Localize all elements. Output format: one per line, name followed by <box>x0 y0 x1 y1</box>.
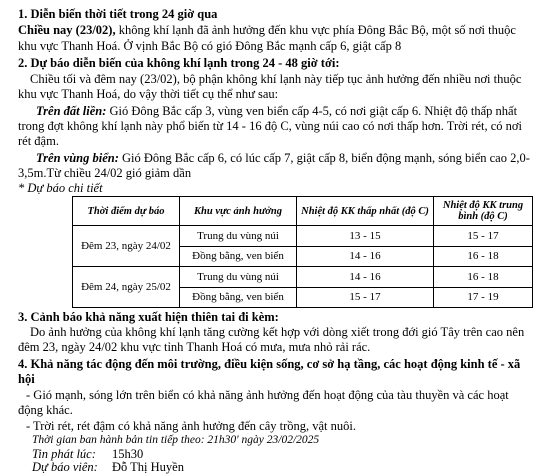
section-4-heading-line-2: hội <box>18 372 35 386</box>
section-2-line-1: Chiều tối và đêm nay (23/02), bộ phận không khí lạnh này tiếp tục ảnh hưởng đến nhiều nơi thuộc <box>30 72 522 86</box>
sea-forecast-line-1 <box>36 151 530 166</box>
header-avg-temp: Nhiệt độ KK trung bình (độ C) <box>434 197 533 226</box>
forecaster-name: Đỗ Thị Huyền <box>112 460 184 474</box>
sea-forecast-line-2: 3,5m.Từ chiều 24/02 gió giảm dần <box>18 166 192 180</box>
issue-time-label: Tin phát lúc: <box>32 447 96 461</box>
land-text: Gió Đông Bắc cấp 3, vùng ven biển cấp 4-5, có nơi giật cấp 6. Nhiệt độ thấp nhất <box>106 104 518 118</box>
section-1-heading: 1. Diễn biến thời tiết trong 24 giờ qua <box>18 7 218 21</box>
section-1-line-2: khu vực Thanh Hoá. Ở vịnh Bắc Bộ có gió Đông Bắc mạnh cấp 6, giật cấp 8 <box>18 39 402 53</box>
avg-temp-cell: 16 - 18 <box>434 246 533 267</box>
area-cell: Trung du vùng núi <box>180 226 297 247</box>
impact-line-2: động khác. <box>18 403 73 417</box>
avg-temp-cell: 16 - 18 <box>434 267 533 288</box>
impact-line-1: - Gió mạnh, sóng lớn trên biển có khả năng ảnh hưởng đến hoạt động của tàu thuyền và các hoạt <box>26 388 509 402</box>
section-1-text: không khí lạnh đã ảnh hưởng đến khu vực phía Đông Bắc Bộ, một số nơi thuộc <box>115 23 516 37</box>
forecaster-row <box>32 460 184 475</box>
land-forecast-line-3: rét đậm. <box>18 134 59 148</box>
table-row <box>73 267 533 288</box>
header-time: Thời điểm dự báo <box>73 197 180 226</box>
section-3-line-2: đêm 23, ngày 24/02 khu vực tỉnh Thanh Hoá có mưa, mưa nhỏ rải rác. <box>18 340 371 354</box>
table-header-row <box>73 197 533 226</box>
section-3-heading: 3. Cảnh báo khả năng xuất hiện thiên tai đi kèm: <box>18 310 279 324</box>
impact-line-3: - Trời rét, rét đậm có khả năng ảnh hưởng đến cây trồng, vật nuôi. <box>26 419 356 433</box>
section-4-heading-line-1: 4. Khả năng tác động đến môi trường, điều kiện sống, cơ sở hạ tầng, các hoạt động kinh tế - xã <box>18 357 521 371</box>
header-area: Khu vực ảnh hưởng <box>180 197 297 226</box>
section-3-line-1: Do ảnh hưởng của không khí lạnh tăng cường kết hợp với dòng xiết trong đới gió Tây trên cao nên <box>30 325 525 339</box>
sea-text: Gió Đông Bắc cấp 6, có lúc cấp 7, giật cấp 8, biển động mạnh, sóng biển cao 2,0- <box>118 151 530 165</box>
min-temp-cell: 14 - 16 <box>297 267 434 288</box>
area-cell: Đồng bằng, ven biển <box>180 287 297 308</box>
period-time: Đêm 24, ngày 25/02 <box>73 267 180 308</box>
sea-label: Trên vùng biển: <box>36 151 119 165</box>
land-label: Trên đất liền: <box>36 104 107 118</box>
land-forecast-line-1 <box>36 104 517 119</box>
min-temp-cell: 15 - 17 <box>297 287 434 308</box>
min-temp-cell: 13 - 15 <box>297 226 434 247</box>
forecast-table <box>72 196 533 308</box>
area-cell: Đồng bằng, ven biển <box>180 246 297 267</box>
table-row <box>73 226 533 247</box>
header-min-temp: Nhiệt độ KK thấp nhất (độ C) <box>297 197 434 226</box>
avg-temp-cell: 15 - 17 <box>434 226 533 247</box>
section-1-time: Chiều nay (23/02), <box>18 23 116 37</box>
section-2-line-2: khu vực Thanh Hoá, do vậy thời tiết cụ thể như sau: <box>18 87 279 101</box>
section-2-heading: 2. Dự báo diễn biến của không khí lạnh trong 24 - 48 giờ tới: <box>18 56 340 70</box>
section-1-line-1 <box>18 23 516 38</box>
area-cell: Trung du vùng núi <box>180 267 297 288</box>
min-temp-cell: 14 - 16 <box>297 246 434 267</box>
issue-time-value: 15h30 <box>112 447 144 461</box>
next-issue-time: Thời gian ban hành bản tin tiếp theo: 21h30' ngày 23/02/2025 <box>32 434 320 446</box>
period-time: Đêm 23, ngày 24/02 <box>73 226 180 267</box>
avg-temp-cell: 17 - 19 <box>434 287 533 308</box>
land-forecast-line-2: trong đợt không khí lạnh này phổ biến từ 14 - 16 độ C, vùng núi cao có nơi thấp hơn. Trời rét, có nơi <box>18 119 523 133</box>
forecaster-label: Dự báo viên: <box>32 460 98 474</box>
detail-forecast-label: * Dự báo chi tiết <box>18 181 103 195</box>
